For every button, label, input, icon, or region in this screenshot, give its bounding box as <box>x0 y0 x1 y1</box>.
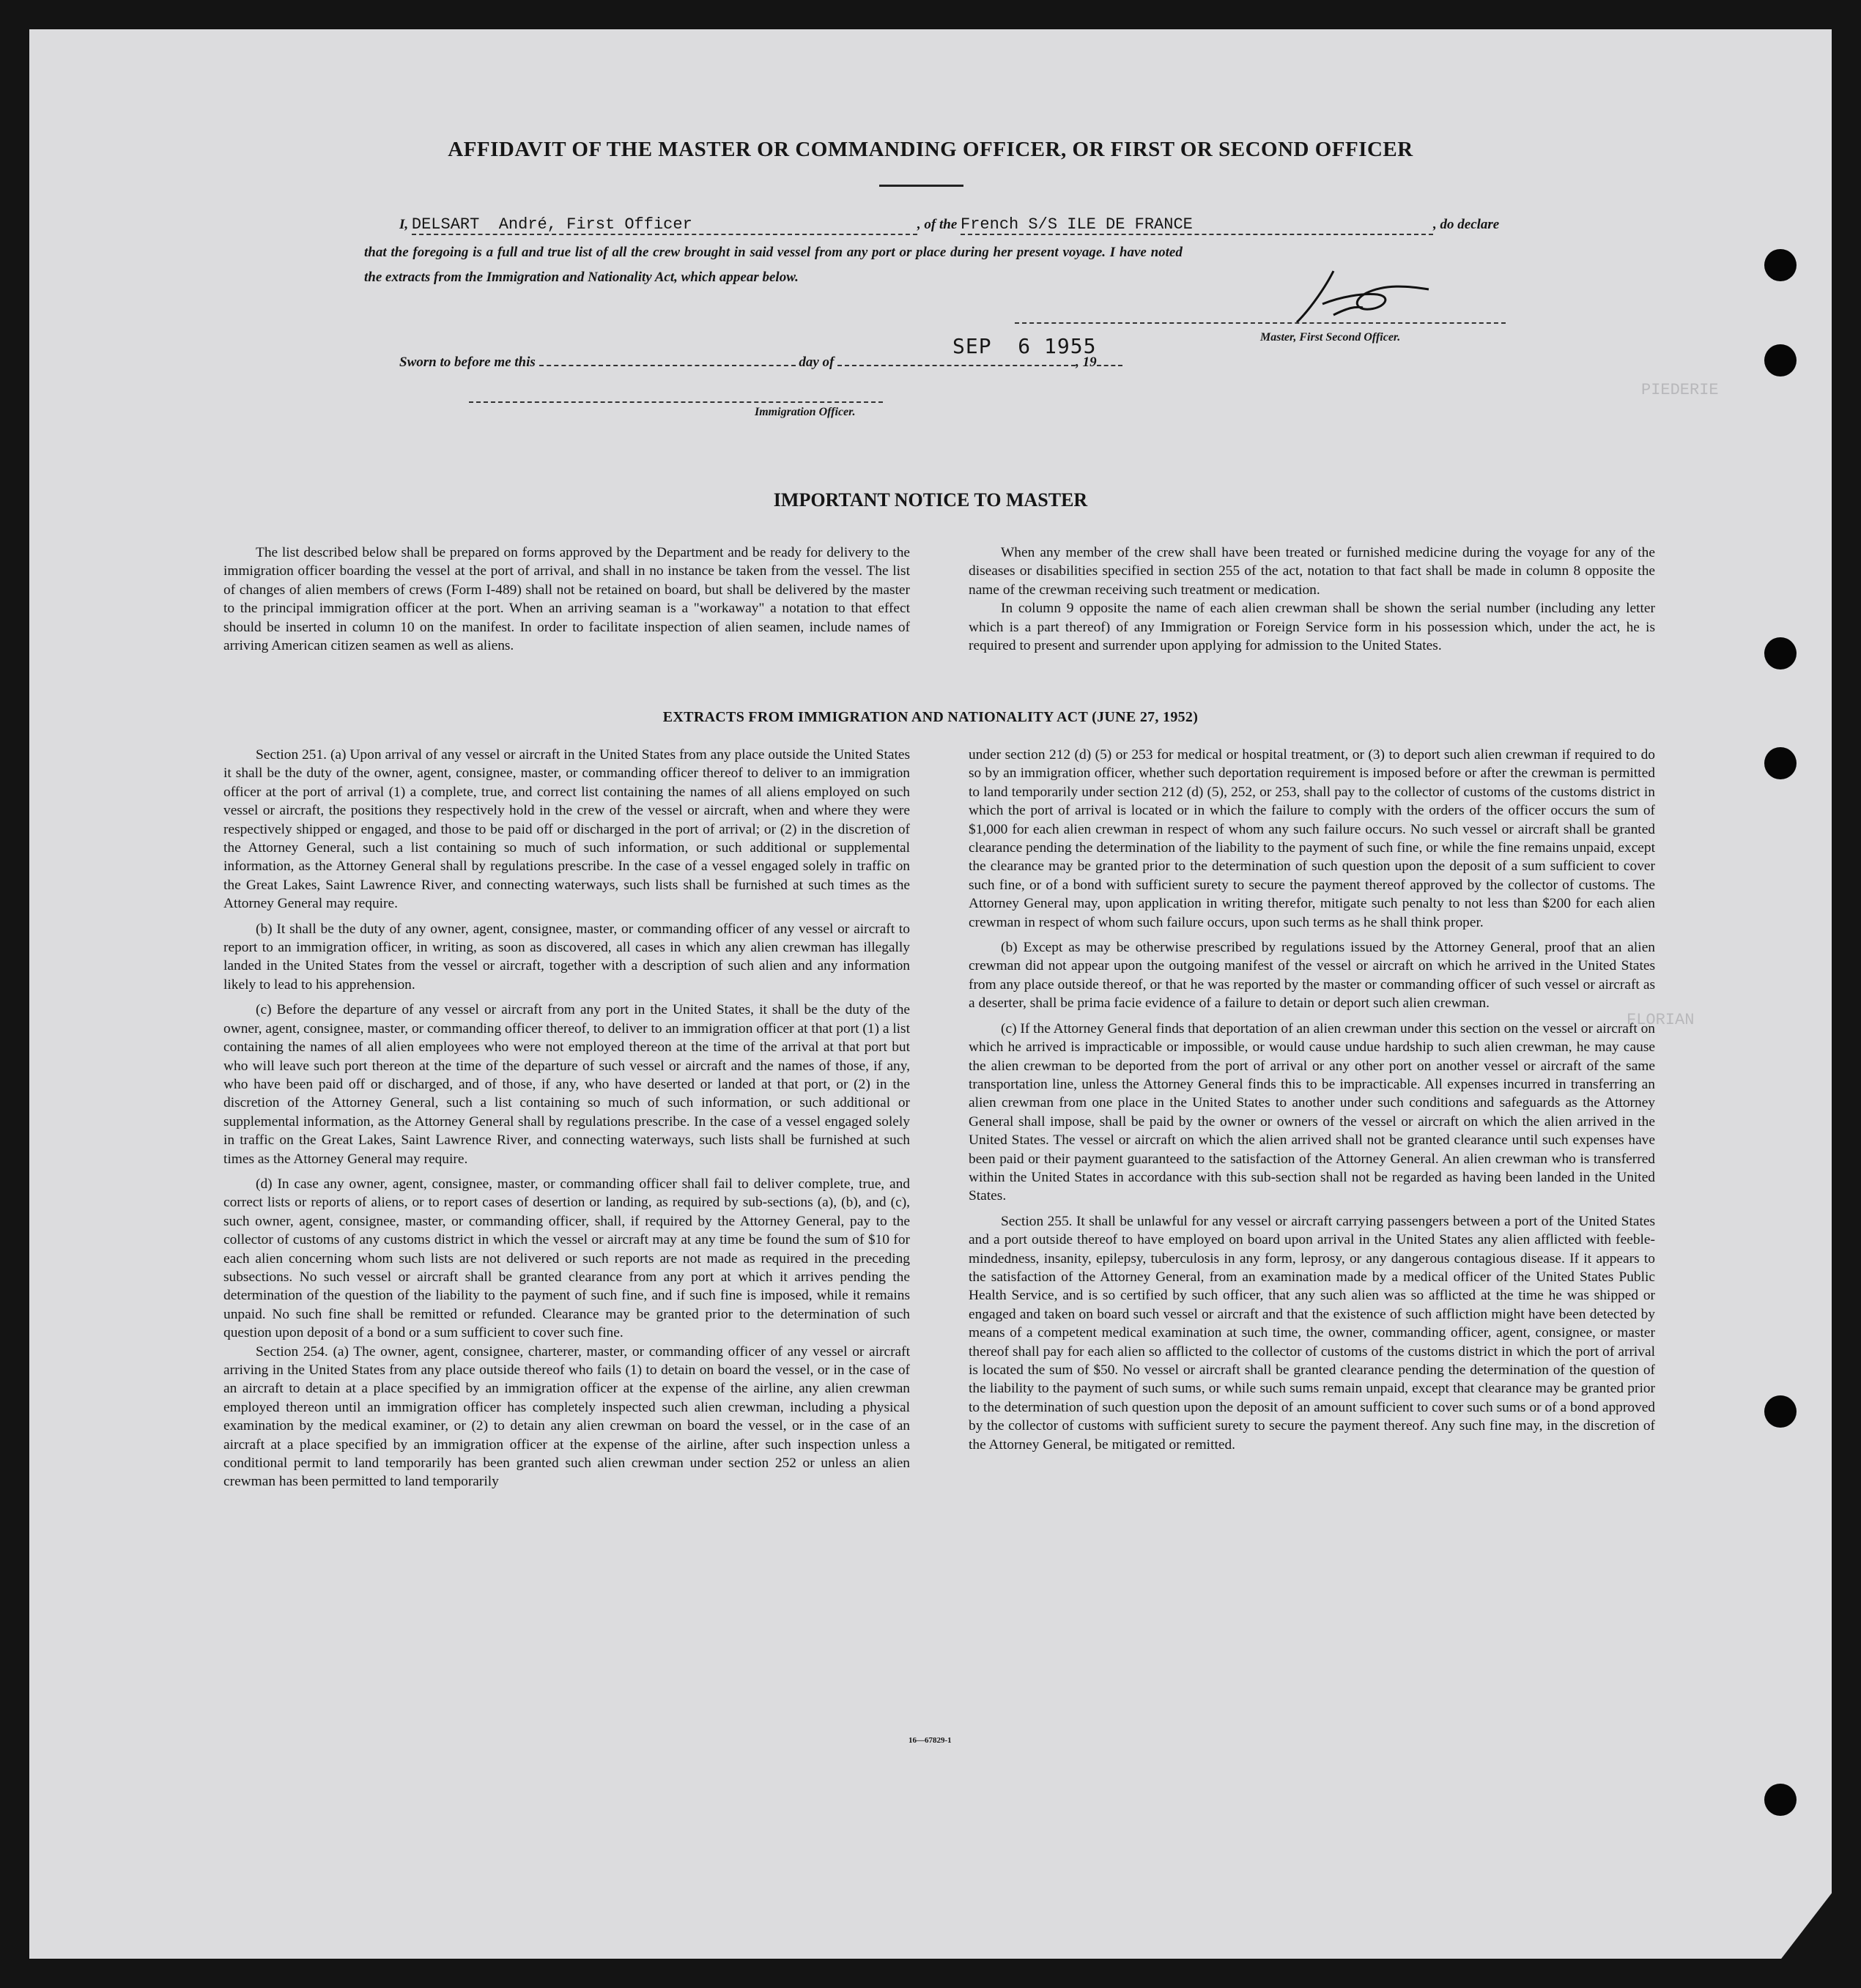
day-of-label: day of <box>799 355 835 370</box>
notice-title: IMPORTANT NOTICE TO MASTER <box>773 489 1088 511</box>
date-stamp: SEP 6 1955 <box>952 334 1097 358</box>
signature-caption: Master, First Second Officer. <box>1260 331 1401 344</box>
section-254-b: (b) Except as may be otherwise prescribed by regulations issued by the Attorney General, proof that an alien crewman did not appear upon the outgoing manifest of the vessel or aircraft on which he arrived in the United States from any place outside thereof, or that he was reported by the master or commanding officer of such vessel or aircraft as a deserter, shall be prima facie evidence of a failure to detain or deport such alien crewman. <box>969 940 1655 1012</box>
sworn-line: Sworn to before me this day of , 19 <box>399 355 1122 371</box>
officer-name-field: DELSART André, First Officer <box>411 215 692 234</box>
officer-signature <box>1282 264 1443 337</box>
form-number: 16—67829-1 <box>909 1736 952 1745</box>
extracts-right-column <box>969 746 1655 1454</box>
section-254-a: Section 254. (a) The owner, agent, consignee, charterer, master, or commanding officer of any vessel or aircraft arriving in the United States from any place outside thereof who fails (1) to detain on board the vessel, or in the case of an aircraft to detain at a place specified by an immigration officer at the expense of the airline, any alien crewman employed thereon until an immigration officer has completely inspected such alien crewman, including a physical examination by the medical examiner, or (2) to detain any alien crewman on board the vessel, or in the case of an aircraft at a place specified by an immigration officer at the expense of the airline, after such inspection unless a conditional permit to land temporarily has been granted such alien crewman under section 252 or unless an alien crewman has been permitted to land temporarily <box>223 1343 910 1490</box>
declaration-line-2: that the foregoing is a full and true list of all the crew brought in said vessel from any port or place during her present voyage. I have noted <box>364 245 1183 260</box>
section-251-c: (c) Before the departure of any vessel or aircraft from any port in the United States, it shall be the duty of the owner, agent, consignee, master, or commanding officer thereof, to deliver to an immigration officer at that port (1) a list containing the names of all alien employees who were not employed thereon at the time of the arrival at that port but who will leave such port thereon at the time of the departure of such vessel or aircraft and the names of those, if any, who have been paid off or discharged, and of those, if any, who have deserted or landed at that port, or (2) in the discretion of the Attorney General, such a list containing so much of such information, or such additional or supplemental information, as the Attorney General shall by regulations prescribe. In the case of a vessel engaged solely in traffic on the Great Lakes, Saint Lawrence River, and connecting waterways, such lists shall be furnished at such times as the Attorney General may require. <box>223 1002 910 1167</box>
notice-paragraph: In column 9 opposite the name of each alien crewman shall be shown the serial number (including any letter which is a part thereof) of any Immigration or Foreign Service form in his possession which, under the act, he is required to present and surrender upon applying for admission to the United States. <box>969 601 1655 654</box>
section-254-c: (c) If the Attorney General finds that deportation of an alien crewman under this section on the vessel or aircraft on which he arrived is impracticable or impossible, or would cause undue hardship to such alien crewman, he may cause the alien crewman to be deported from the port of arrival or any other port on another vessel or aircraft of the same transportation line, unless the Attorney General finds this to be impracticable. All expenses incurred in transferring an alien crewman from one place in the United States to another under such conditions and safeguards as the Attorney General shall impose, shall be paid by the owner or owners of the vessel or aircraft on which the alien arrived in the United States. The vessel or aircraft on which the alien arrived shall not be granted clearance until such expenses have been paid or their payment guaranteed to the satisfaction of the Attorney General. An alien crewman who is transferred within the United States in accordance with this sub-section shall not be regarded as having been landed in the United States. <box>969 1020 1655 1204</box>
immigration-officer-label: Immigration Officer. <box>755 406 856 418</box>
of-the-label: of the <box>924 217 958 232</box>
binder-hole <box>1764 249 1797 281</box>
notice-left-column <box>223 544 910 655</box>
section-251-d: (d) In case any owner, agent, consignee, master, or commanding officer shall fail to deliver complete, true, and correct lists or reports of aliens, or to report cases of desertion or landing, as required by sub-sections (a), (b), and (c), such owner, agent, consignee, master, or commanding officer, shall, if required by the Attorney General, pay to the collector of customs of any customs district in which the vessel or aircraft may at any time be found the sum of $10 for each alien concerning whom such lists are not delivered or such reports are not made as required in the preceding subsections. No such vessel or aircraft shall be granted clearance from any port at which it arrives pending the determination of the question of the liability to the payment of such fine, and if such fine is imposed, while it remains unpaid. No such fine shall be remitted or refunded. Clearance may be granted prior to the determination of such question upon deposit of a bond or a sum sufficient to cover such fine. <box>223 1176 910 1341</box>
show-through-text: FLORIAN <box>1627 1011 1695 1029</box>
notice-paragraph: When any member of the crew shall have been treated or furnished medicine during the voyage for any of the diseases or disabilities specified in section 255 of the act, notation to that fact shall be made in column 8 opposite the name of the crewman receiving such treatment or medication. <box>969 545 1655 598</box>
show-through-text: PIEDERIE <box>1641 381 1719 399</box>
section-251-b: (b) It shall be the duty of any owner, agent, consignee, master, or commanding officer of any vessel or aircraft to report to an immigration officer, in writing, as soon as discovered, all cases in which any alien crewman has illegally landed in the United States from the vessel or aircraft, together with a description of such alien and any information likely to lead to his apprehension. <box>223 921 910 993</box>
binder-hole <box>1764 747 1797 779</box>
signature-line <box>1015 322 1506 324</box>
binder-hole <box>1764 1395 1797 1428</box>
section-251-a: Section 251. (a) Upon arrival of any vessel or aircraft in the United States from any place outside the United States it shall be the duty of the owner, agent, consignee, master, or commanding officer thereof to deliver to an immigration officer at the port of arrival (1) a complete, true, and correct list containing the names of all aliens employed on such vessel or aircraft, the positions they respectively hold in the crew of the vessel or aircraft, when and where they were respectively shipped or engaged, and those to be paid off or discharged in the port of arrival; or (2) in the discretion of the Attorney General, such a list containing so much of such information, or such additional or supplemental information, as the Attorney General shall by regulations prescribe. In the case of a vessel engaged solely in traffic on the Great Lakes, Saint Lawrence River, and connecting waterways, such lists shall be furnished at such times as the Attorney General may require. <box>223 747 910 912</box>
affidavit-title: AFFIDAVIT OF THE MASTER OR COMMANDING OFFICER, OR FIRST OR SECOND OFFICER <box>448 138 1413 161</box>
declaration-line-3: the extracts from the Immigration and Nationality Act, which appear below. <box>364 270 799 285</box>
notice-right-column <box>969 544 1655 655</box>
title-underline <box>879 185 963 187</box>
year-label: 19 <box>1082 355 1097 370</box>
declare-label: do declare <box>1440 217 1500 232</box>
immigration-officer-line <box>469 401 883 403</box>
binder-hole <box>1764 344 1797 377</box>
extracts-title: EXTRACTS FROM IMMIGRATION AND NATIONALITY ACT (JUNE 27, 1952) <box>662 709 1199 725</box>
section-254-a-cont: under section 212 (d) (5) or 253 for medical or hospital treatment, or (3) to deport such alien crewman if required to do so by an immigration officer, whether such deportation requirement is imposed before or after the crewman is permitted to land temporarily under section 212 (d) (5), 252, or 253, shall pay to the collector of customs of the customs district in which the port of arrival is located or in which the failure to comply with the orders of the officer occurs the sum of $1,000 for each alien crewman in respect of whom any such failure occurs. No such vessel or aircraft shall be granted clearance pending the determination of the liability to the payment of such fine, or while the fine remains unpaid, except the clearance may be granted prior to the determination of such question upon the deposit of a sum sufficient to cover such fine, or of a bond with sufficient surety to secure the payment thereof approved by the collector of customs. The Attorney General may, upon application in writing therefor, mitigate such penalty to not less than $200 for each alien crewman in respect of whom such failure occurs, upon such terms as he shall think proper. <box>969 747 1655 930</box>
section-255: Section 255. It shall be unlawful for any vessel or aircraft carrying passengers between a port of the United States and a port outside thereof to have employed on board upon arrival in the United States any alien afflicted with feeble-mindedness, insanity, epilepsy, tuberculosis in any form, leprosy, or any dangerous contagious disease. If it appears to the satisfaction of the Attorney General, from an examination made by a medical officer of the United States Public Health Service, and is so certified by such officer, that any such alien was so afflicted at the time he was shipped or engaged and taken on board such vessel or aircraft and that the existence of such affliction might have been detected by means of a competent medical examination at such time, the owner, commanding officer, agent, consignee, or master thereof shall pay for each alien so afflicted to the collector of customs of the customs district in which the port of arrival is located the sum of $50. No vessel or aircraft shall be granted clearance pending the determination of the question of the liability to the payment of such sums, or while such sums remain unpaid, except that clearance may be granted prior to the determination of such question upon the deposit of an amount sufficient to cover such sums or of a bond approved by the collector of customs with sufficient surety to secure the payment thereof. Any such fine may, in the discretion of the Attorney General, be mitigated or remitted. <box>969 1213 1655 1453</box>
declaration-line: I, DELSART André, First Officer , of the French S/S ILE DE FRANCE , do declare <box>399 215 1500 234</box>
binder-hole <box>1764 1784 1797 1816</box>
binder-hole <box>1764 637 1797 670</box>
declaration-prefix: I, <box>399 217 409 232</box>
sworn-prefix: Sworn to before me this <box>399 355 536 370</box>
vessel-name-field: French S/S ILE DE FRANCE <box>961 215 1193 234</box>
extracts-left-column <box>223 746 910 1491</box>
notice-paragraph: The list described below shall be prepared on forms approved by the Department and be ready for delivery to the immigration officer boarding the vessel at the port of arrival, and shall in no instance be taken from the vessel. The list of changes of alien members of crews (Form I-489) shall not be retained on board, but shall be delivered by the master to the principal immigration officer at the port. When an arriving seaman is a "workaway" a notation to that effect should be inserted in column 10 on the manifest. In order to facilitate inspection of alien seamen, include names of arriving American citizen seamen as well as aliens. <box>223 545 910 654</box>
